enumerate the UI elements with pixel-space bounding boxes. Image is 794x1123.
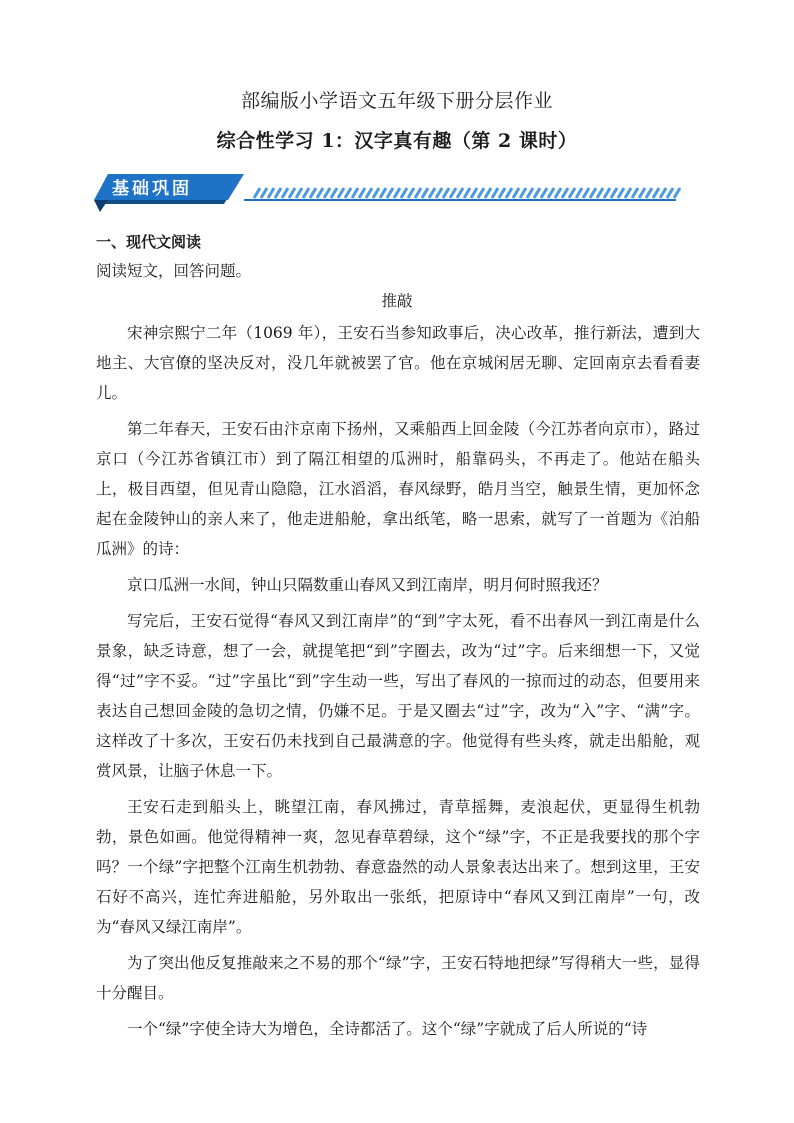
banner-stripe	[632, 188, 638, 198]
banner-stripe	[513, 188, 519, 198]
banner-stripe	[345, 188, 351, 198]
banner-stripe	[401, 188, 407, 198]
banner-stripe	[541, 188, 547, 198]
banner-stripe	[324, 188, 330, 198]
banner-stripe	[310, 188, 316, 198]
essay-paragraph: 王安石走到船头上，眺望江南，春风拂过，青草摇舞，麦浪起伏，更显得生机勃勃，景色如画。他觉得精神一爽，忽见春草碧绿，这个“绿”字，不正是我要找的那个字吗？一个绿”字把整个江南生机勃勃、春意盎然的动人景象表达出来了。想到这里，王安石好不高兴，连忙奔进船舱，另外取出一张纸，把原诗中“春风又到江南岸”一句，改为“春风又绿江南岸”。	[96, 798, 700, 936]
banner-stripe	[352, 188, 358, 198]
banner-stripe	[457, 188, 463, 198]
banner-stripe	[282, 188, 288, 198]
banner-stripe	[254, 188, 260, 198]
essay-paragraph: 第二年春天，王安石由汴京南下扬州，又乘船西上回金陵（今江苏者向京市），路过京口（今江苏省镇江市）到了隔江相望的瓜洲时，船靠码头，不再走了。他站在船头上，极目西望，但见青山隐隐，江水滔滔，春风绿野，皓月当空，触景生情，更加怀念起在金陵钟山的亲人来了，他走进船舱，拿出纸笔，略一思索，就写了一首题为《泊船瓜洲》的诗：	[96, 420, 700, 558]
banner-stripe	[380, 188, 386, 198]
lesson-title: 综合性学习 1：汉字真有趣（第 2 课时）	[216, 130, 578, 152]
banner-stripe	[443, 188, 449, 198]
banner-stripe	[534, 188, 540, 198]
banner-stripe	[303, 188, 309, 198]
banner-stripe	[548, 188, 554, 198]
essay-title: 推敲	[381, 292, 413, 310]
banner-stripe	[646, 188, 652, 198]
banner-stripe	[618, 188, 624, 198]
banner-stripe	[499, 188, 505, 198]
banner-stripe	[289, 188, 295, 198]
banner-stripe	[506, 188, 512, 198]
essay-paragraph: 宋神宗熙宁二年（1069 年），王安石当参知政事后，决心改革，推行新法，遭到大地主、大官僚的坚决反对，没几年就被罢了官。他在京城闲居无聊、定回南京去看看妻儿。	[96, 324, 700, 402]
banner-stripe	[555, 188, 561, 198]
banner-stripe	[660, 188, 666, 198]
banner-stripe	[429, 188, 435, 198]
essay-body	[96, 318, 700, 1050]
banner-stripe	[653, 188, 659, 198]
banner-stripe	[527, 188, 533, 198]
banner-stripe	[667, 188, 673, 198]
banner-stripe	[296, 188, 302, 198]
banner-stripe	[569, 188, 575, 198]
banner-stripe	[373, 188, 379, 198]
banner-stripe	[331, 188, 337, 198]
banner-stripe	[408, 188, 414, 198]
banner-stripe	[422, 188, 428, 198]
banner-stripe	[604, 188, 610, 198]
banner-label: 基础巩固	[112, 179, 192, 199]
banner-stripe	[583, 188, 589, 198]
banner-fold	[94, 200, 108, 212]
banner-stripe	[674, 188, 680, 198]
banner-stripe	[387, 188, 393, 198]
banner-stripe	[562, 188, 568, 198]
banner-stripe	[275, 188, 281, 198]
essay-paragraph: 为了突出他反复推敲来之不易的那个“绿”字，王安石特地把绿”写得稍大一些，显得十分醒目。	[96, 954, 700, 1002]
banner-stripe	[590, 188, 596, 198]
section-instruction: 阅读短文，回答问题。	[96, 262, 252, 280]
banner-stripe	[485, 188, 491, 198]
banner-stripe	[366, 188, 372, 198]
banner-stripe	[436, 188, 442, 198]
banner-stripe	[520, 188, 526, 198]
banner-stripe	[639, 188, 645, 198]
essay-paragraph: 一个“绿”字使全诗大为增色，全诗都活了。这个“绿”字就成了后人所说的“诗	[127, 1020, 648, 1038]
banner-stripe	[268, 188, 274, 198]
banner-stripe	[576, 188, 582, 198]
banner-stripes	[254, 188, 680, 198]
banner-stripe	[359, 188, 365, 198]
banner-stripe	[611, 188, 617, 198]
essay-poem: 京口瓜洲一水间，钟山只隔数重山春风又到江南岸，明月何时照我还？	[127, 576, 608, 594]
banner-stripe	[597, 188, 603, 198]
essay-paragraph: 写完后，王安石觉得“春风又到江南岸”的“到”字太死，看不出春风一到江南是什么景象，缺乏诗意，想了一会，就提笔把“到”字圈去，改为“过”字。后来细想一下，又觉得“过”字不妥。“过”字虽比“到”字生动一些，写出了春风的一掠而过的动态，但要用来表达自己想回金陵的急切之情，仍嫌不足。于是又圈去“过”字，改为“入”字、“满”字。这样改了十多次，王安石仍未找到自己最满意的字。他觉得有些头疼，就走出船舱，观赏风景，让脑子休息一下。	[96, 612, 700, 780]
banner-stripe	[492, 188, 498, 198]
banner-stripe	[338, 188, 344, 198]
banner-stripe	[471, 188, 477, 198]
banner-stripe	[450, 188, 456, 198]
banner-stripe	[261, 188, 267, 198]
banner-stripe	[415, 188, 421, 198]
banner-stripe	[625, 188, 631, 198]
document-title: 部编版小学语文五年级下册分层作业	[240, 90, 553, 112]
section-heading: 一、现代文阅读	[96, 233, 202, 251]
banner-stripe	[317, 188, 323, 198]
banner-stripe	[478, 188, 484, 198]
banner-stripe	[464, 188, 470, 198]
banner-stripe	[394, 188, 400, 198]
